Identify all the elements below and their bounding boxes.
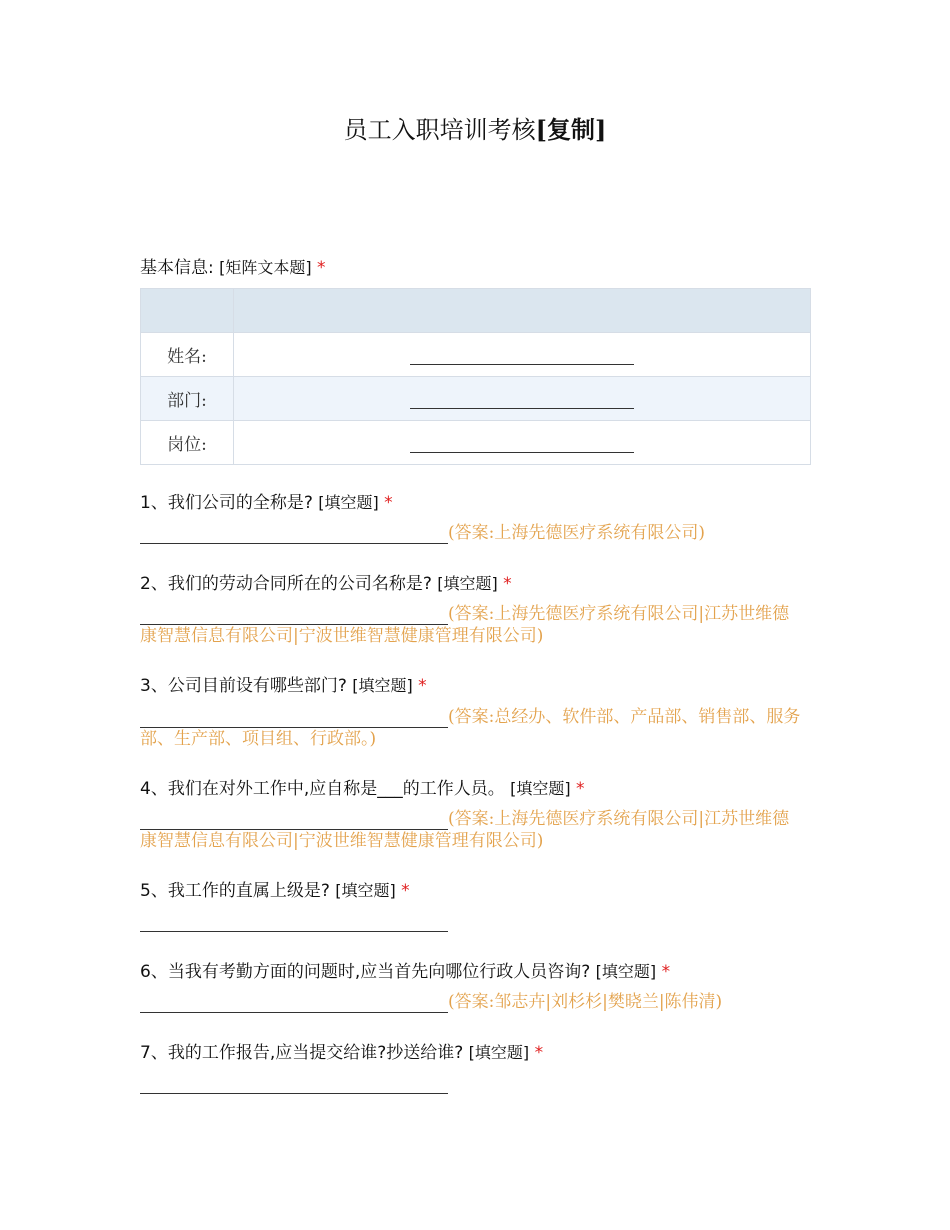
matrix-row-label: 岗位:: [141, 421, 234, 465]
question-2-heading: [140, 569, 512, 594]
basic-info-label: 基本信息:: [140, 258, 220, 278]
question-2-answer-area: [140, 603, 805, 647]
required-mark: *: [401, 881, 410, 901]
question-type: [填空题]: [318, 493, 379, 512]
question-7-heading: [140, 1038, 543, 1063]
department-field[interactable]: [410, 388, 634, 409]
matrix-row-name: [141, 333, 811, 377]
required-mark: *: [534, 1043, 544, 1063]
question-3-heading: [140, 671, 427, 696]
question-text: 1、我们公司的全称是?: [140, 493, 319, 513]
question-text: 3、公司目前设有哪些部门?: [140, 676, 353, 696]
basic-info-matrix: [140, 288, 811, 465]
question-6-heading: [140, 957, 670, 982]
question-7-blank[interactable]: [140, 1092, 448, 1094]
position-field-cell[interactable]: [234, 421, 811, 465]
answer-hint: (答案:上海先德医疗系统有限公司): [448, 523, 705, 543]
question-3-blank[interactable]: [140, 708, 448, 728]
question-5-heading: [140, 876, 410, 901]
question-type: [填空题]: [352, 676, 413, 695]
question-text: 5、我工作的直属上级是?: [140, 881, 336, 901]
answer-hint: (答案:上海先德医疗系统有限公司|江苏世维德康智慧信息有限公司|宁波世维智慧健康管理有限公司): [140, 809, 790, 851]
question-6-blank[interactable]: [140, 993, 448, 1013]
question-text: 7、我的工作报告,应当提交给谁?抄送给谁?: [140, 1043, 469, 1063]
question-type: [填空题]: [468, 1043, 530, 1062]
question-4-blank[interactable]: [140, 810, 448, 830]
basic-info-type: [矩阵文本题]: [219, 258, 312, 277]
answer-hint: (答案:总经办、软件部、产品部、销售部、服务部、生产部、项目组、行政部。): [140, 707, 801, 749]
question-4-answer-area: [140, 808, 805, 852]
department-field-cell[interactable]: [234, 377, 811, 421]
question-1-answer-area: [140, 522, 805, 544]
question-1-blank[interactable]: [140, 524, 448, 544]
title-suffix: [复制]: [535, 115, 607, 144]
matrix-row-label: 姓名:: [141, 333, 234, 377]
matrix-header-label-cell: [141, 289, 234, 333]
required-mark: *: [503, 574, 512, 594]
survey-title: [0, 110, 950, 145]
question-2-blank[interactable]: [140, 605, 448, 625]
name-field[interactable]: [410, 344, 634, 365]
position-field[interactable]: [410, 432, 634, 453]
question-3-answer-area: [140, 706, 805, 750]
matrix-header-row: [141, 289, 811, 333]
answer-hint: (答案:邹志卉|刘杉杉|樊晓兰|陈伟清): [448, 992, 723, 1012]
question-type: [填空题]: [437, 574, 498, 593]
question-6-answer-area: [140, 991, 805, 1013]
required-mark: *: [384, 493, 393, 513]
title-main: 员工入职培训考核: [343, 116, 536, 144]
question-type: [填空题]: [510, 779, 571, 798]
question-text: 6、当我有考勤方面的问题时,应当首先向哪位行政人员咨询?: [140, 962, 596, 982]
matrix-row-department: [141, 377, 811, 421]
question-1-heading: [140, 488, 393, 513]
matrix-row-position: [141, 421, 811, 465]
required-mark: *: [661, 962, 671, 982]
question-text: 2、我们的劳动合同所在的公司名称是?: [140, 574, 438, 594]
question-type: [填空题]: [595, 962, 657, 981]
question-5-blank[interactable]: [140, 930, 448, 932]
required-mark: *: [317, 258, 326, 278]
answer-hint: (答案:上海先德医疗系统有限公司|江苏世维德康智慧信息有限公司|宁波世维智慧健康管理有限公司): [140, 604, 790, 646]
question-text: 4、我们在对外工作中,应自称是___的工作人员。: [140, 779, 505, 799]
basic-info-heading: [140, 253, 326, 278]
matrix-header-value-cell: [234, 289, 811, 333]
name-field-cell[interactable]: [234, 333, 811, 377]
required-mark: *: [576, 779, 585, 799]
question-4-heading: [140, 774, 585, 799]
matrix-row-label: 部门:: [141, 377, 234, 421]
question-type: [填空题]: [335, 881, 396, 900]
required-mark: *: [418, 676, 427, 696]
